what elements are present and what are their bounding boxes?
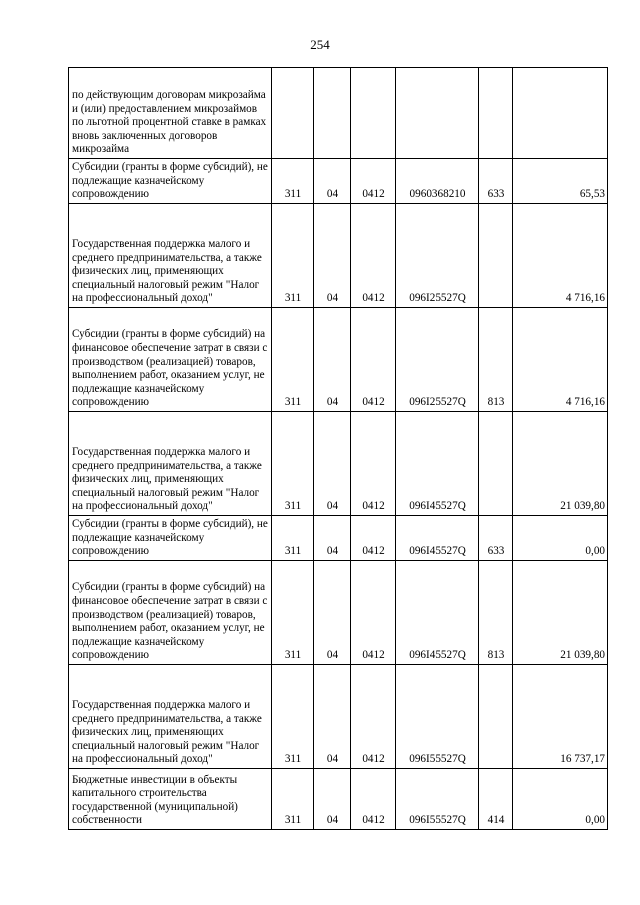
ministry-code: 311 [272, 308, 314, 412]
ministry-code: 311 [272, 561, 314, 665]
expense-type-code: 414 [479, 769, 513, 830]
amount [513, 68, 608, 159]
subsection-code: 0412 [351, 561, 396, 665]
amount: 0,00 [513, 516, 608, 561]
table-row [69, 561, 608, 665]
row-name: Государственная поддержка малого и среднего предпринимательства, а также физических лиц, применяющих специальный налоговый режим "Налог на профессиональный доход" [69, 665, 272, 769]
table-row [69, 412, 608, 516]
expense-type-code [479, 68, 513, 159]
section-code: 04 [314, 769, 351, 830]
amount: 21 039,80 [513, 561, 608, 665]
expense-type-code: 813 [479, 561, 513, 665]
target-article-code: 0960368210 [396, 159, 479, 204]
table-row [69, 159, 608, 204]
expense-type-code: 813 [479, 308, 513, 412]
row-name: Субсидии (гранты в форме субсидий) на финансовое обеспечение затрат в связи с производством (реализацией) товаров, выполнением работ, оказанием услуг, не подлежащие казначейскому сопровождению [69, 308, 272, 412]
row-name: Субсидии (гранты в форме субсидий), не подлежащие казначейскому сопровождению [69, 159, 272, 204]
ministry-code: 311 [272, 665, 314, 769]
subsection-code: 0412 [351, 665, 396, 769]
expense-type-code: 633 [479, 159, 513, 204]
ministry-code: 311 [272, 769, 314, 830]
row-name: Субсидии (гранты в форме субсидий), не подлежащие казначейскому сопровождению [69, 516, 272, 561]
row-name: Субсидии (гранты в форме субсидий) на финансовое обеспечение затрат в связи с производством (реализацией) товаров, выполнением работ, оказанием услуг, не подлежащие казначейскому сопровождению [69, 561, 272, 665]
ministry-code: 311 [272, 159, 314, 204]
table-row [69, 665, 608, 769]
section-code: 04 [314, 665, 351, 769]
expense-type-code [479, 665, 513, 769]
section-code: 04 [314, 412, 351, 516]
subsection-code: 0412 [351, 412, 396, 516]
amount: 65,53 [513, 159, 608, 204]
table-row [69, 308, 608, 412]
target-article-code: 096I25527Q [396, 204, 479, 308]
row-name: по действующим договорам микрозайма и (или) предоставлением микрозаймов по льготной процентной ставке в рамках вновь заключенных договоров микрозайма [69, 68, 272, 159]
amount: 16 737,17 [513, 665, 608, 769]
ministry-code: 311 [272, 516, 314, 561]
target-article-code: 096I55527Q [396, 769, 479, 830]
section-code: 04 [314, 159, 351, 204]
budget-table [68, 67, 608, 830]
section-code [314, 68, 351, 159]
subsection-code: 0412 [351, 769, 396, 830]
ministry-code: 311 [272, 204, 314, 308]
table-row [69, 204, 608, 308]
row-name: Бюджетные инвестиции в объекты капитального строительства государственной (муниципальной) собственности [69, 769, 272, 830]
row-name: Государственная поддержка малого и среднего предпринимательства, а также физических лиц, применяющих специальный налоговый режим "Налог на профессиональный доход" [69, 412, 272, 516]
amount: 0,00 [513, 769, 608, 830]
amount: 4 716,16 [513, 204, 608, 308]
table-row [69, 68, 608, 159]
page-number: 254 [310, 37, 330, 52]
target-article-code [396, 68, 479, 159]
section-code: 04 [314, 204, 351, 308]
subsection-code: 0412 [351, 159, 396, 204]
target-article-code: 096I45527Q [396, 516, 479, 561]
subsection-code [351, 68, 396, 159]
expense-type-code [479, 412, 513, 516]
expense-type-code: 633 [479, 516, 513, 561]
table-row [69, 516, 608, 561]
subsection-code: 0412 [351, 308, 396, 412]
subsection-code: 0412 [351, 204, 396, 308]
expense-type-code [479, 204, 513, 308]
target-article-code: 096I45527Q [396, 412, 479, 516]
target-article-code: 096I55527Q [396, 665, 479, 769]
target-article-code: 096I25527Q [396, 308, 479, 412]
section-code: 04 [314, 516, 351, 561]
table-row [69, 769, 608, 830]
ministry-code [272, 68, 314, 159]
subsection-code: 0412 [351, 516, 396, 561]
ministry-code: 311 [272, 412, 314, 516]
section-code: 04 [314, 561, 351, 665]
amount: 4 716,16 [513, 308, 608, 412]
amount: 21 039,80 [513, 412, 608, 516]
section-code: 04 [314, 308, 351, 412]
row-name: Государственная поддержка малого и среднего предпринимательства, а также физических лиц, применяющих специальный налоговый режим "Налог на профессиональный доход" [69, 204, 272, 308]
target-article-code: 096I45527Q [396, 561, 479, 665]
